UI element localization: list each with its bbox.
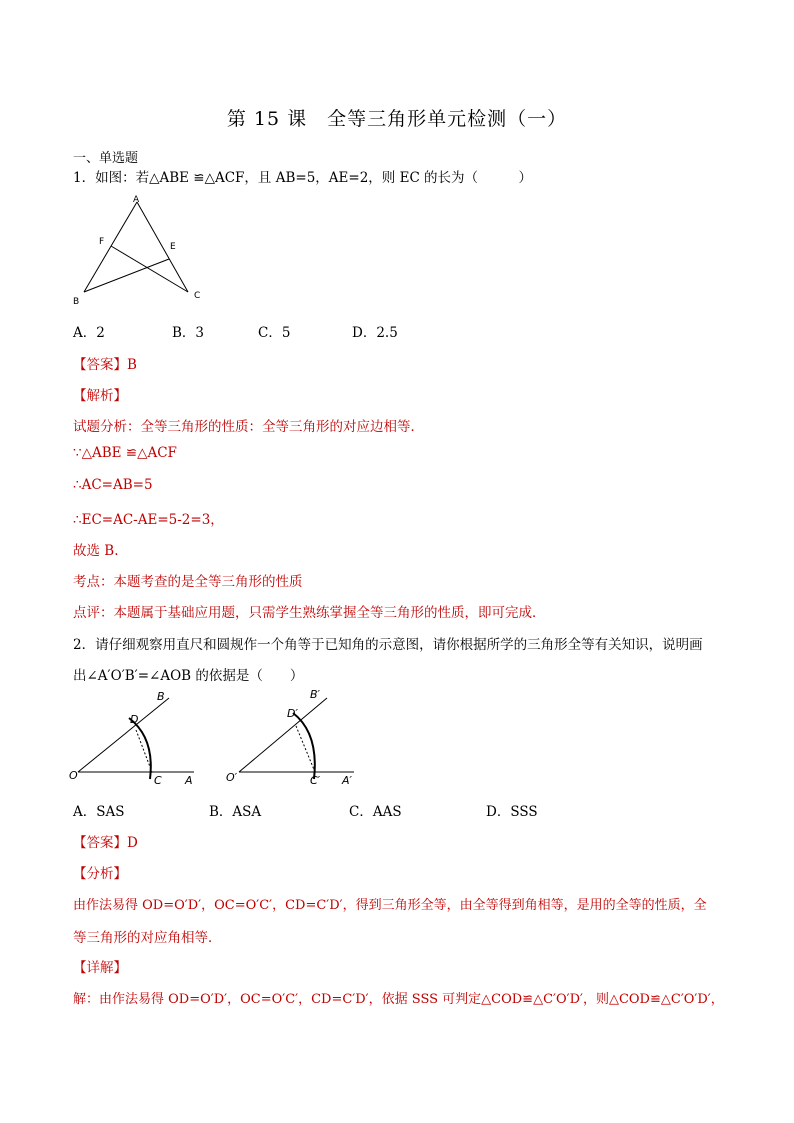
q2-stem-line-2: 出∠A′O′B′=∠AOB 的依据是（ ） xyxy=(73,668,304,684)
side-ab xyxy=(84,202,137,292)
segment-cf xyxy=(111,246,188,292)
q2-option-c: C．AAS xyxy=(349,804,402,820)
q2-option-a: A．SAS xyxy=(73,804,125,820)
label-c: C xyxy=(194,291,201,301)
q1-option-c: C．5 xyxy=(258,325,291,341)
q1-triangle-figure xyxy=(66,192,216,307)
q2-option-b: B．ASA xyxy=(209,804,262,820)
label-d: D xyxy=(130,713,139,726)
q2-detail-tag: 【详解】 xyxy=(73,960,127,976)
q1-analysis-line: 试题分析：全等三角形的性质：全等三角形的对应边相等． xyxy=(73,419,424,435)
label-a: A xyxy=(185,774,193,787)
label-a-prime: A′ xyxy=(342,774,353,787)
q2-option-d: D．SSS xyxy=(486,804,538,820)
side-ac xyxy=(137,202,188,292)
q2-answer: 【答案】D xyxy=(73,835,138,851)
label-d-prime: D′ xyxy=(287,707,298,720)
q1-option-a: A．2 xyxy=(73,325,105,341)
q1-option-b: B．3 xyxy=(172,325,205,341)
q1-stem: 1．如图：若△ABE ≌△ACF，且 AB=5，AE=2，则 EC 的长为（ ） xyxy=(73,170,533,186)
page-title: 第 15 课 全等三角形单元检测（一） xyxy=(226,108,568,130)
segment-be xyxy=(84,259,169,292)
q1-analysis-line: ∴EC=AC-AE=5-2=3， xyxy=(73,512,224,528)
q1-analysis-line: 点评：本题属于基础应用题，只需学生熟练掌握全等三角形的性质，即可完成． xyxy=(73,605,546,621)
label-c: C xyxy=(154,774,162,787)
q2-detail-line: 解：由作法易得 OD=O′D′，OC=O′C′，CD=C′D′，依据 SSS 可判定△COD≌△C′O′D′，则△COD≌△C′O′D′， xyxy=(73,992,724,1007)
q2-stem-line-1: 2．请仔细观察用直尺和圆规作一个角等于已知角的示意图，请你根据所学的三角形全等有关知识，说明画 xyxy=(73,637,703,653)
label-c-prime: C′ xyxy=(310,774,321,787)
q2-angle-figure xyxy=(66,686,376,790)
q1-analysis-tag: 【解析】 xyxy=(73,388,127,404)
q1-answer: 【答案】B xyxy=(73,357,137,373)
q2-analysis-line-1: 由作法易得 OD=O′D′，OC=O′C′，CD=C′D′，得到三角形全等，由全等得到角相等，是用的全等的性质，全 xyxy=(73,898,707,913)
section-heading: 一、单选题 xyxy=(73,151,139,166)
arc xyxy=(129,718,151,779)
q2-analysis-tag: 【分析】 xyxy=(73,866,127,882)
label-b-prime: B′ xyxy=(310,688,321,701)
label-e: E xyxy=(170,242,176,252)
ray-ob xyxy=(78,698,169,772)
q1-analysis-line: 故选 B. xyxy=(73,543,119,559)
label-a: A xyxy=(133,195,140,205)
q1-analysis-line: ∵△ABE ≌△ACF xyxy=(73,445,177,461)
label-f: F xyxy=(99,237,105,247)
label-b: B xyxy=(73,297,80,307)
label-o: O xyxy=(69,769,78,782)
q2-analysis-line-2: 等三角形的对应角相等． xyxy=(73,930,222,946)
q1-analysis-line: ∴AC=AB=5 xyxy=(73,477,153,493)
q1-analysis-line: 考点：本题考查的是全等三角形的性质 xyxy=(73,574,303,590)
segment-c-prime-d-prime-dashed xyxy=(296,726,315,772)
q1-option-d: D．2.5 xyxy=(352,325,398,341)
label-o-prime: O′ xyxy=(226,771,238,784)
label-b: B xyxy=(157,690,165,703)
